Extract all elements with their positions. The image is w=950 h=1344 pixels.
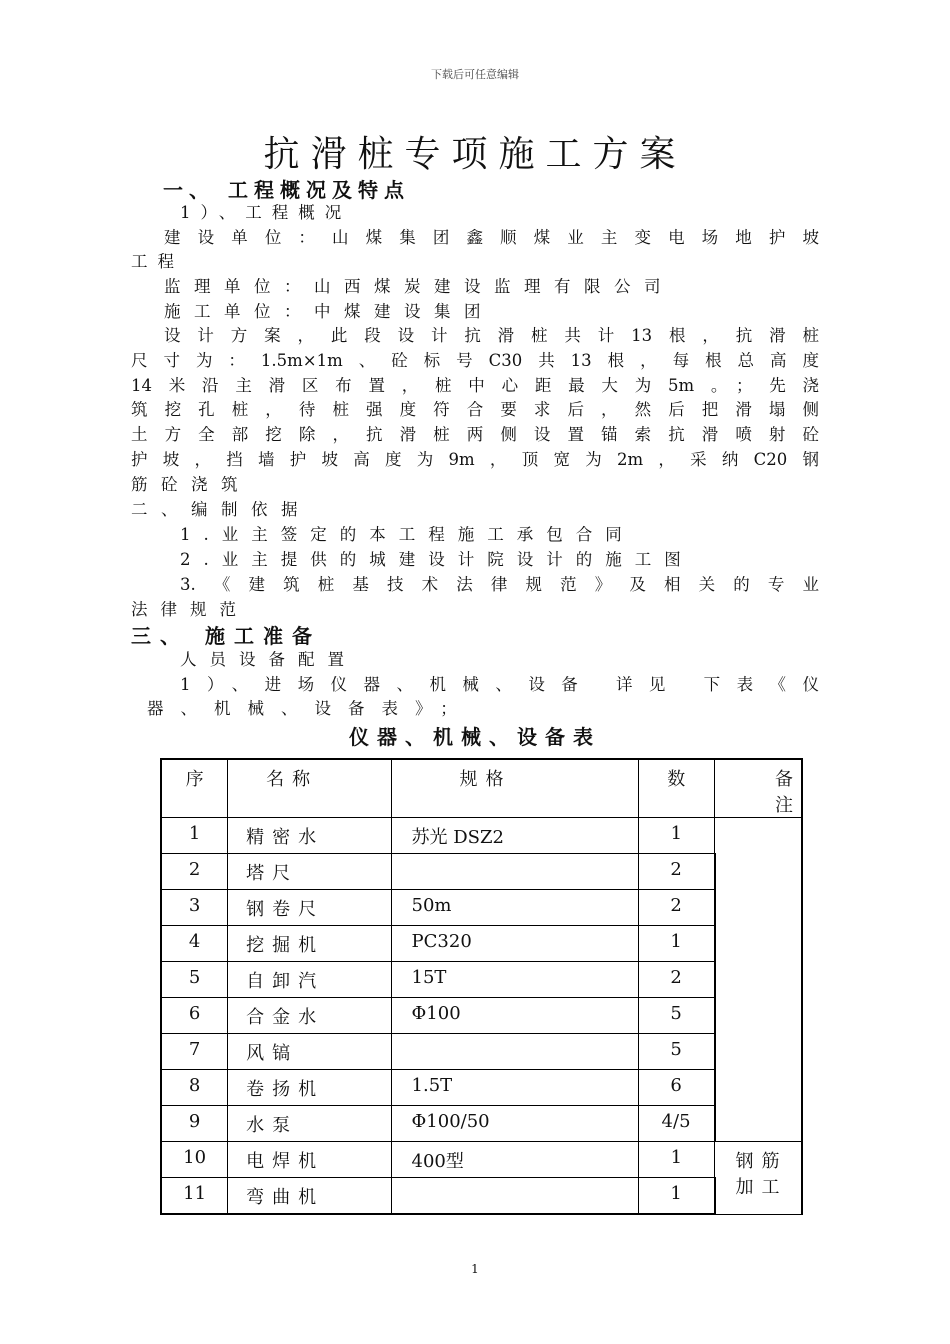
seq-cell: 4: [161, 926, 228, 962]
qty-cell: 2: [638, 962, 714, 998]
body-line: 土方全部挖除，抗滑桩两侧设置锚索抗滑喷射砼: [131, 425, 819, 444]
basis-item: 法律规范: [131, 600, 249, 619]
qty-cell: 4/5: [638, 1106, 714, 1142]
seq-cell: 3: [161, 890, 228, 926]
spec-cell: Φ100: [391, 998, 638, 1034]
section-1-sub: 1）、工程概况: [180, 203, 352, 222]
body-line: 监理单位：山西煤炭建设监理有限公司: [164, 277, 674, 296]
table-row: [161, 962, 802, 998]
table-row: [161, 1070, 802, 1106]
qty-cell: 1: [638, 926, 714, 962]
seq-cell: 8: [161, 1070, 228, 1106]
qty-cell: 2: [638, 854, 714, 890]
spec-cell: 1.5T: [391, 1070, 638, 1106]
section-2-heading: 二、编制依据: [131, 500, 311, 519]
qty-cell: 6: [638, 1070, 714, 1106]
body-line: 1）、进场仪器、机械、设备 详见 下表《仪: [180, 675, 819, 694]
spec-cell: 400型: [391, 1142, 638, 1178]
table-row: [161, 1142, 802, 1178]
name-cell: 自卸汽: [228, 962, 391, 998]
seq-cell: 5: [161, 962, 228, 998]
qty-cell: 1: [638, 1178, 714, 1215]
seq-cell: 6: [161, 998, 228, 1034]
body-line: 建设单位：山煤集团鑫顺煤业主变电场地护坡: [164, 228, 819, 247]
name-cell: 弯曲机: [228, 1178, 391, 1215]
section-3-sub: 人员设备配置: [180, 650, 357, 669]
seq-cell: 2: [161, 854, 228, 890]
table-row: [161, 998, 802, 1034]
body-line: 护坡，挡墙护坡高度为9m，顶宽为2m，采纳C20钢: [131, 450, 819, 469]
qty-cell: 5: [638, 998, 714, 1034]
name-cell: 挖掘机: [228, 926, 391, 962]
body-line: 器、机械、设备表》；: [147, 699, 474, 718]
table-row: [161, 1034, 802, 1070]
header-cell: 备注: [715, 759, 803, 818]
body-line: 工程: [131, 252, 184, 271]
spec-cell: [391, 1034, 638, 1070]
body-line: 施工单位：中煤建设集团: [164, 302, 494, 321]
header-cell: 序: [161, 759, 228, 818]
name-cell: 塔尺: [228, 854, 391, 890]
qty-cell: 1: [638, 818, 714, 854]
spec-cell: [391, 1178, 638, 1215]
header-cell: 名称: [228, 759, 391, 818]
name-cell: 精密水: [228, 818, 391, 854]
spec-cell: PC320: [391, 926, 638, 962]
qty-cell: 5: [638, 1034, 714, 1070]
spec-cell: 苏光 DSZ2: [391, 818, 638, 854]
name-cell: 电焊机: [228, 1142, 391, 1178]
seq-cell: 7: [161, 1034, 228, 1070]
spec-cell: [391, 854, 638, 890]
table-row: [161, 1178, 802, 1215]
qty-cell: 2: [638, 890, 714, 926]
seq-cell: 10: [161, 1142, 228, 1178]
seq-cell: 9: [161, 1106, 228, 1142]
note-cell: 钢筋加工: [715, 1142, 803, 1215]
section-3-heading: 三、 施工准备: [131, 624, 321, 648]
seq-cell: 11: [161, 1178, 228, 1215]
qty-cell: 1: [638, 1142, 714, 1178]
basis-item: 2.业主提供的城建设计院设计的施工图: [180, 550, 694, 569]
body-line: 尺寸为：1.5m×1m、砼标号C30共13根，每根总高度: [131, 351, 819, 370]
seq-cell: 1: [161, 818, 228, 854]
table-row: [161, 926, 802, 962]
table-row: [161, 818, 802, 854]
spec-cell: Φ100/50: [391, 1106, 638, 1142]
page-number: 1: [471, 1262, 479, 1276]
note-cell: [715, 818, 803, 1142]
spec-cell: 15T: [391, 962, 638, 998]
name-cell: 水泵: [228, 1106, 391, 1142]
section-1-heading: 一、 工程概况及特点: [163, 178, 410, 202]
name-cell: 风镐: [228, 1034, 391, 1070]
body-line: 14米沿主滑区布置，桩中心距最大为5m。；先浇: [131, 376, 819, 395]
table-row: [161, 890, 802, 926]
body-line: 筋砼浇筑: [131, 475, 251, 494]
basis-item: 1.业主签定的本工程施工承包合同: [180, 525, 635, 544]
name-cell: 钢卷尺: [228, 890, 391, 926]
table-row: [161, 1106, 802, 1142]
name-cell: 合金水: [228, 998, 391, 1034]
spec-cell: 50m: [391, 890, 638, 926]
table-row: [161, 854, 802, 890]
header-cell: 数: [638, 759, 714, 818]
table-caption: 仪器、机械、设备表: [349, 725, 601, 749]
basis-item: 3.《建筑桩基技术法律规范》及相关的专业: [180, 575, 819, 594]
header-cell: 规格: [391, 759, 638, 818]
equipment-table: [160, 758, 803, 1215]
table-header-row: [161, 759, 802, 818]
header-note: 下载后可任意编辑: [431, 68, 519, 81]
body-line: 设计方案，此段设计抗滑桩共计13根，抗滑桩: [164, 326, 819, 345]
document-title: 抗滑桩专项施工方案: [263, 134, 687, 175]
name-cell: 卷扬机: [228, 1070, 391, 1106]
body-line: 筑挖孔桩，待桩强度符合要求后，然后把滑塌侧: [131, 400, 819, 419]
